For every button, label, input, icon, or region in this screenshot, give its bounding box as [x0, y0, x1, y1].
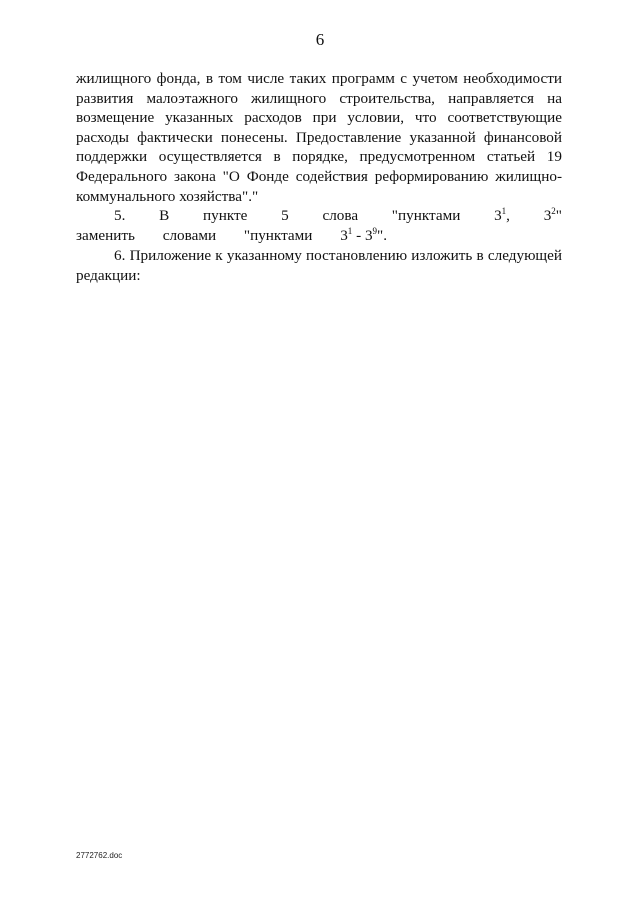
item-5-tail: " заменить словами "пунктами 3 [76, 207, 562, 244]
superscript: 2 [551, 206, 556, 216]
paragraph-continuation: жилищного фонда, в том числе таких программ с учетом необходимости развития малоэтажного жилищного строительства, направляется на возмещение указанных расходов при условии, что соответствующие расходы фактически понесены. Предоставление указанной финансовой поддержки осуществляется в порядке, предусмотренном статьей 19 Федерального закона "О Фонде содействия реформированию жилищно-коммунального хозяйства"." [76, 70, 562, 205]
superscript: 1 [347, 225, 353, 236]
paragraph-item-5 [76, 206, 562, 245]
item-5-end: ". [377, 226, 388, 244]
item-5-dash: - 3 [352, 226, 373, 244]
superscript: 1 [501, 206, 507, 216]
paragraph-item-6: 6. Приложение к указанному постановлению изложить в следующей редакции: [76, 247, 562, 284]
item-5-mid: , 3 [506, 207, 552, 224]
item-5-lead: 5. В пункте 5 слова "пунктами 3 [114, 207, 502, 224]
page-number: 6 [315, 30, 325, 49]
footer-filename: 2772762.doc [76, 851, 123, 860]
superscript: 9 [372, 225, 378, 236]
